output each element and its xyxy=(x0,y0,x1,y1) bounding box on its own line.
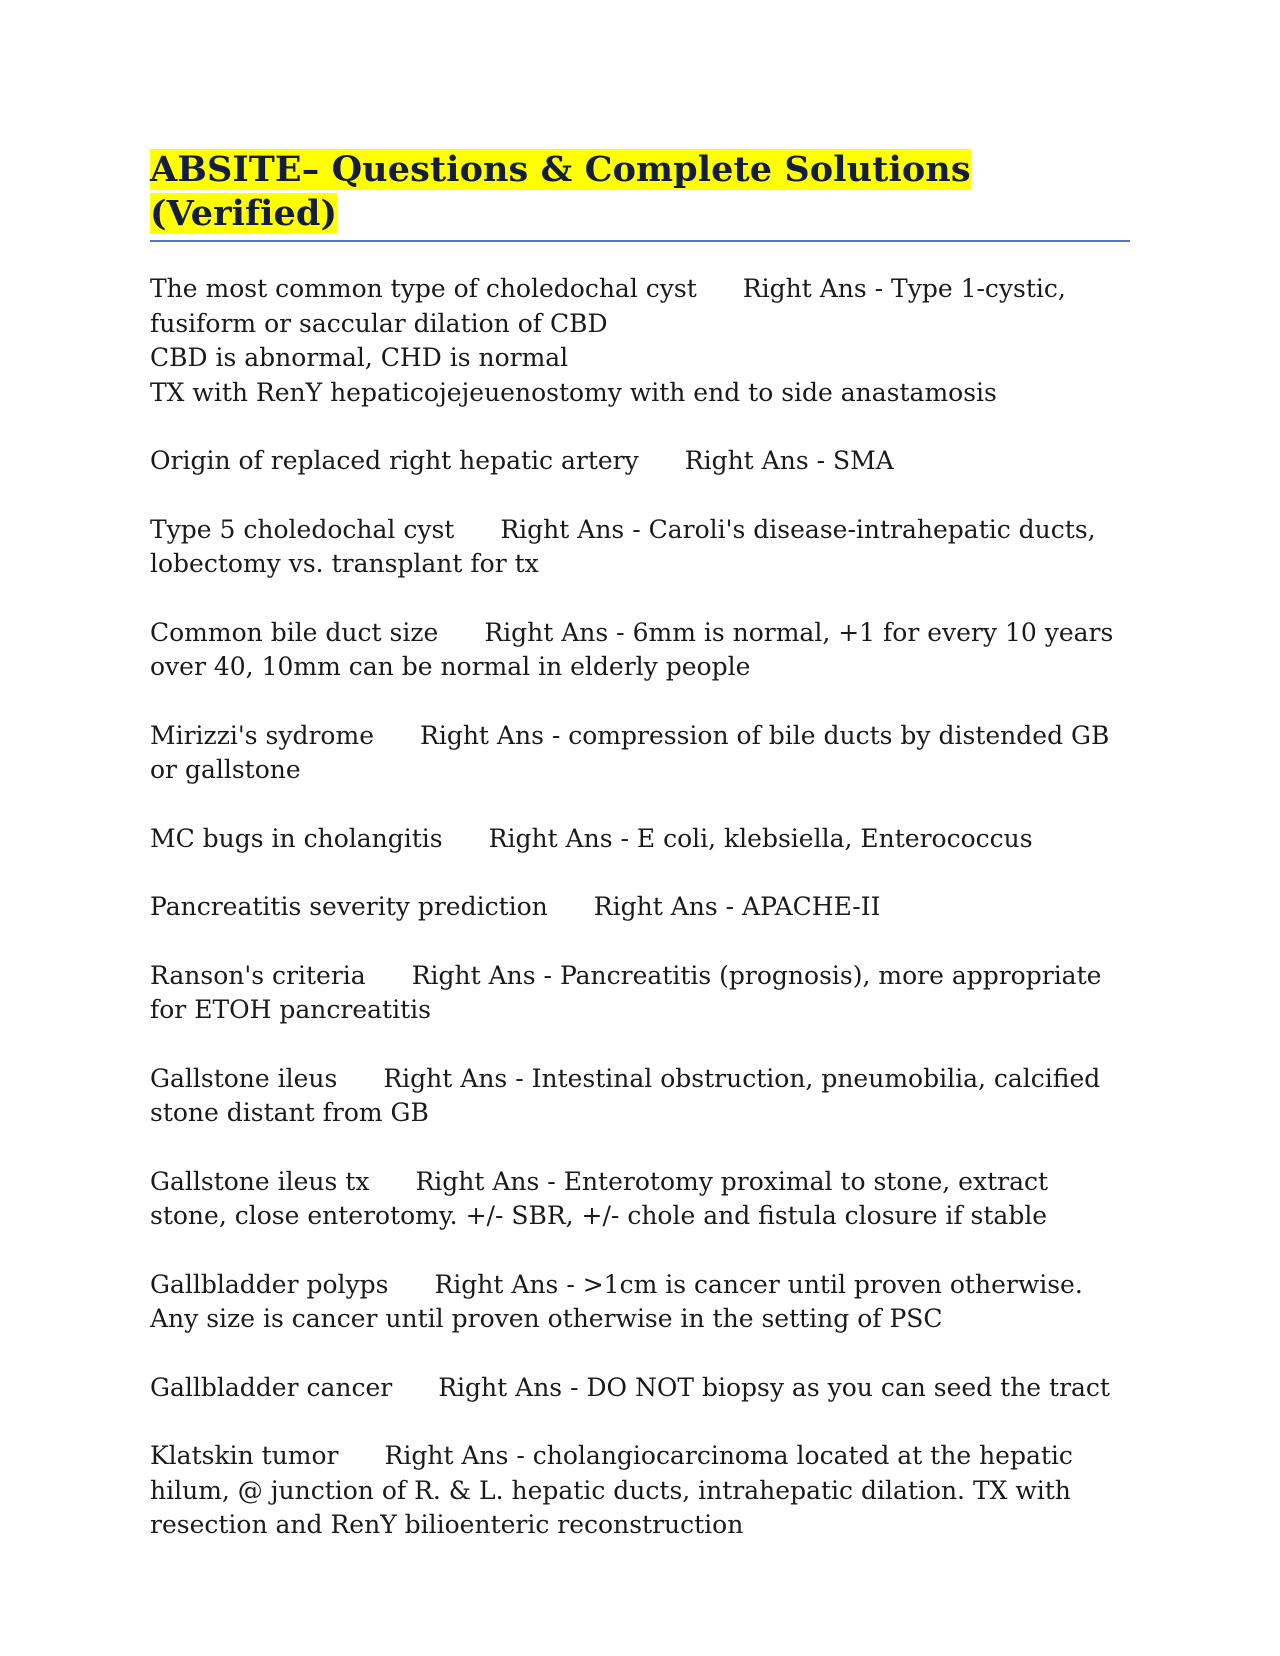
question-text: The most common type of choledochal cyst xyxy=(150,274,697,303)
answer-prefix: Right Ans - xyxy=(742,274,892,303)
qa-item xyxy=(150,1062,1130,1131)
document-page xyxy=(150,148,1130,1577)
answer-text: cholangiocarcinoma located at the hepatic hilum, @ junction of R. & L. hepatic ducts, intrahepatic dilation. TX with resection and RenY bilioenteric reconstruction xyxy=(150,1441,1081,1539)
qa-item xyxy=(150,513,1130,582)
answer-prefix: Right Ans - xyxy=(500,514,649,544)
question-text: Gallstone ileus xyxy=(150,1063,338,1093)
qa-item xyxy=(150,719,1130,788)
answer-prefix: Right Ans - xyxy=(384,1441,533,1470)
question-text: Common bile duct size xyxy=(150,617,439,647)
answer-text: Enterotomy proximal to stone, extract stone, close enterotomy. +/- SBR, +/- chole and fistula closure if stable xyxy=(150,1166,1056,1230)
question-text: Gallbladder polyps xyxy=(150,1269,389,1299)
answer-text: 6mm is normal, +1 for every 10 years over 40, 10mm can be normal in elderly people xyxy=(150,617,1122,681)
qa-item xyxy=(150,822,1130,857)
answer-prefix: Right Ans - xyxy=(488,823,637,853)
question-text: Origin of replaced right hepatic artery xyxy=(150,446,639,475)
answer-text: Caroli's disease-intrahepatic ducts, lobectomy vs. transplant for tx xyxy=(150,514,1104,578)
qa-item xyxy=(150,272,1130,410)
qa-item xyxy=(150,444,1130,479)
answer-text: APACHE-II xyxy=(742,892,881,921)
answer-prefix: Right Ans - xyxy=(434,1269,583,1299)
qa-item xyxy=(150,1439,1130,1543)
answer-prefix: Right Ans - xyxy=(684,446,833,475)
answer-prefix: Right Ans - xyxy=(484,617,633,647)
qa-item xyxy=(150,616,1130,685)
question-text: Mirizzi's sydrome xyxy=(150,720,374,750)
answer-prefix: Right Ans - xyxy=(411,960,560,990)
answer-text: >1cm is cancer until proven otherwise. Any size is cancer until proven otherwise in the setting of PSC xyxy=(150,1269,1091,1333)
document-title: ABSITE– Questions & Complete Solutions (Verified) xyxy=(150,149,971,234)
answer-text: Type 1-cystic, fusiform or saccular dilation of CBD CBD is abnormal, CHD is normal TX with RenY hepaticojejeuenostomy with end to side anastamosis xyxy=(150,274,1066,407)
answer-prefix: Right Ans - xyxy=(438,1372,587,1402)
question-text: Gallbladder cancer xyxy=(150,1372,393,1402)
title-block xyxy=(150,148,1130,242)
qa-item xyxy=(150,959,1130,1028)
qa-item xyxy=(150,1165,1130,1234)
qa-item xyxy=(150,1371,1130,1406)
question-text: Ranson's criteria xyxy=(150,960,366,990)
qa-list xyxy=(150,272,1130,1543)
answer-text: compression of bile ducts by distended GB or gallstone xyxy=(150,720,1118,784)
question-text: Type 5 choledochal cyst xyxy=(150,514,455,544)
answer-text: Pancreatitis (prognosis), more appropriate for ETOH pancreatitis xyxy=(150,960,1110,1024)
answer-text: DO NOT biopsy as you can seed the tract xyxy=(586,1372,1110,1402)
question-text: MC bugs in cholangitis xyxy=(150,823,443,853)
answer-text: SMA xyxy=(833,446,894,475)
question-text: Klatskin tumor xyxy=(150,1441,339,1470)
answer-text: E coli, klebsiella, Enterococcus xyxy=(636,823,1033,853)
question-text: Gallstone ileus tx xyxy=(150,1166,370,1196)
answer-prefix: Right Ans - xyxy=(420,720,569,750)
answer-prefix: Right Ans - xyxy=(383,1063,532,1093)
qa-item xyxy=(150,1268,1130,1337)
question-text: Pancreatitis severity prediction xyxy=(150,892,548,921)
answer-text: Intestinal obstruction, pneumobilia, calcified stone distant from GB xyxy=(150,1063,1109,1127)
qa-item xyxy=(150,890,1130,925)
answer-prefix: Right Ans - xyxy=(593,892,743,921)
answer-prefix: Right Ans - xyxy=(415,1166,564,1196)
